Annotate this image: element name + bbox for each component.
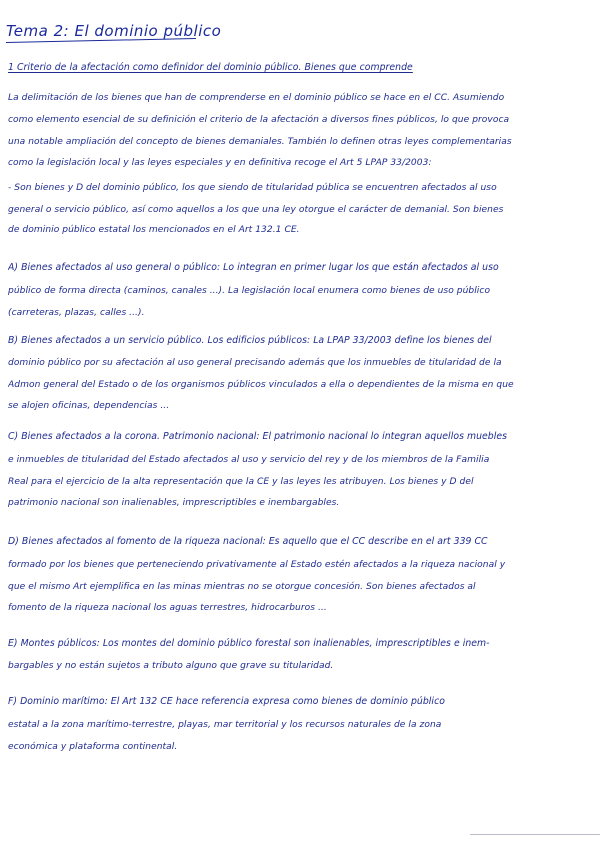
text-line: como la legislación local y las leyes especiales y en definitiva recoge el Art 5 LPAP 33/2003: [8,158,432,168]
text-line: una notable ampliación del concepto de bienes demaniales. También lo definen otras leyes complementarias [8,137,512,147]
text-line: fomento de la riqueza nacional los aguas terrestres, hidrocarburos ... [8,603,327,613]
bottom-divider [470,834,600,835]
text-line: formado por los bienes que perteneciendo privativamente al Estado estén afectados a la riqueza nacional y [8,560,506,570]
section-heading: 1 Criterio de la afectación como definidor del dominio público. Bienes que comprende [8,62,413,73]
text-line: bargables y no están sujetos a tributo alguno que grave su titularidad. [8,661,334,671]
text-line: general o servicio público, así como aquellos a los que una ley otorgue el carácter de demanial. Son bienes [8,205,504,215]
text-line: dominio público por su afectación al uso general precisando además que los inmuebles de titularidad de la [8,358,502,368]
text-line: estatal a la zona marítimo-terrestre, playas, mar territorial y los recursos naturales de la zona [8,720,442,730]
text-line: público de forma directa (caminos, canales ...). La legislación local enumera como bienes de uso público [8,286,491,296]
text-line: de dominio público estatal los mencionados en el Art 132.1 CE. [8,225,300,235]
section-e-heading: E) Montes públicos: Los montes del dominio público forestal son inalienables, imprescriptibles e inem- [8,638,490,649]
text-line: La delimitación de los bienes que han de comprenderse en el dominio público se hace en el CC. Asumiendo [8,93,505,103]
page-title-block [6,22,221,40]
section-b-heading: B) Bienes afectados a un servicio público. Los edificios públicos: La LPAP 33/2003 define los bienes del [8,335,492,346]
section-d-heading: D) Bienes afectados al fomento de la riqueza nacional: Es aquello que el CC describe en el art 339 CC [8,536,488,547]
section-c-heading: C) Bienes afectados a la corona. Patrimonio nacional: El patrimonio nacional lo integran aquellos muebles [8,431,508,442]
page-title: Tema 2: El dominio público [6,22,222,40]
section-a-heading: A) Bienes afectados al uso general o público: Lo integran en primer lugar los que están afectados al uso [8,262,499,273]
text-line: Real para el ejercicio de la alta representación que la CE y las leyes les atribuyen. Los bienes y D del [8,477,474,487]
text-line: - Son bienes y D del dominio público, los que siendo de titularidad pública se encuentren afectados al uso [8,183,497,193]
text-line: e inmuebles de titularidad del Estado afectados al uso y servicio del rey y de los miembros de la Familia [8,455,490,465]
text-line: Admon general del Estado o de los organismos públicos vinculados a ella o dependientes de la misma en que [8,380,514,390]
text-line: como elemento esencial de su definición el criterio de la afectación a diversos fines públicos, lo que provoca [8,115,510,125]
text-line: se alojen oficinas, dependencias ... [8,401,170,411]
section-f-heading: F) Dominio marítimo: El Art 132 CE hace referencia expresa como bienes de dominio público [8,696,445,707]
text-line: (carreteras, plazas, calles ...). [8,308,145,318]
text-line: económica y plataforma continental. [8,742,178,752]
text-line: que el mismo Art ejemplifica en las minas mientras no se otorgue concesión. Son bienes afectados al [8,582,476,592]
text-line: patrimonio nacional son inalienables, imprescriptibles e inembargables. [8,498,340,508]
